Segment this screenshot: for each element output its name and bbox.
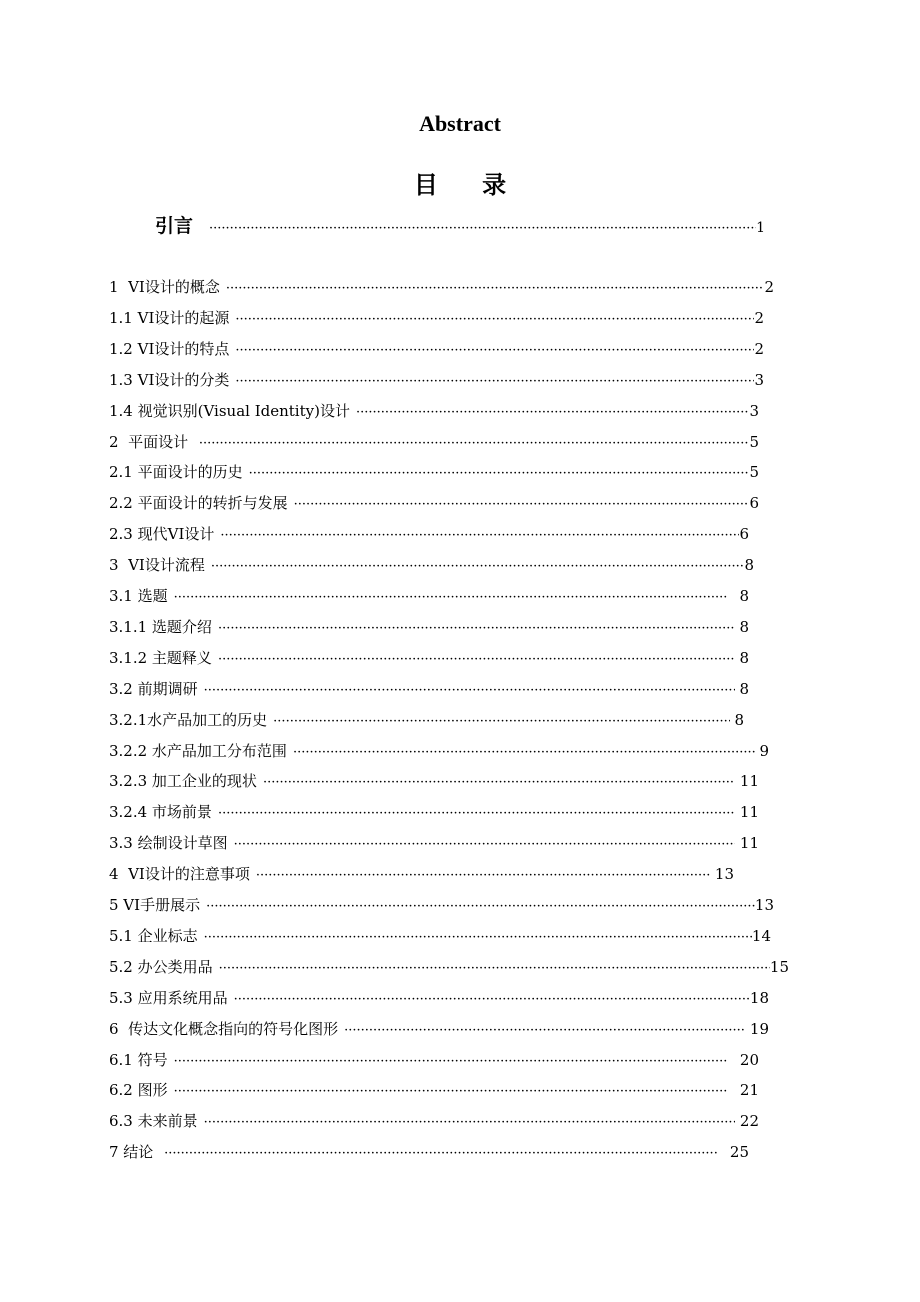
toc-entry-label: 5.2 办公类用品 bbox=[109, 957, 213, 976]
toc-entry-label: 6.1 符号 bbox=[109, 1050, 168, 1069]
toc-entry-label: 3.2.3 加工企业的现状 bbox=[109, 772, 257, 791]
toc-entry-label: 3 VI设计流程 bbox=[109, 556, 205, 575]
toc-entry-page: 19 bbox=[745, 1019, 769, 1038]
leader-dots bbox=[174, 1081, 736, 1103]
abstract-title: Abstract bbox=[419, 111, 501, 136]
toc-entry[interactable] bbox=[109, 616, 749, 638]
toc-entry-label: 3.2.4 市场前景 bbox=[109, 803, 212, 822]
leader-dots bbox=[220, 525, 739, 547]
leader-dots bbox=[356, 402, 750, 424]
toc-entry[interactable] bbox=[109, 585, 749, 607]
toc-entry[interactable] bbox=[109, 461, 759, 483]
toc-entry-label: 3.1 选题 bbox=[109, 587, 168, 605]
toc-entry-page: 11 bbox=[735, 772, 759, 791]
toc-entry-page: 3 bbox=[754, 370, 764, 389]
toc-entry[interactable] bbox=[109, 956, 789, 978]
toc-entry-label: 1.2 VI设计的特点 bbox=[109, 339, 230, 358]
toc-entry-page: 13 bbox=[754, 896, 774, 914]
leader-dots bbox=[204, 680, 735, 702]
toc-entry-label: 1.4 视觉识别(Visual Identity)设计 bbox=[109, 401, 350, 420]
toc-entry-label: 5 VI手册展示 bbox=[109, 896, 201, 914]
leader-dots bbox=[234, 989, 750, 1011]
toc-entry-page: 2 bbox=[754, 308, 764, 327]
toc-entry[interactable] bbox=[109, 647, 749, 669]
toc-entry[interactable] bbox=[109, 1018, 769, 1040]
toc-intro-label: 引言 bbox=[155, 215, 194, 237]
leader-dots bbox=[174, 1051, 736, 1073]
toc-entry-page: 3 bbox=[749, 401, 759, 420]
toc-intro-entry[interactable] bbox=[155, 211, 765, 238]
toc-entry[interactable] bbox=[109, 925, 771, 947]
toc-entry-label: 2.2 平面设计的转折与发展 bbox=[109, 494, 288, 513]
toc-entry-label: 5.1 企业标志 bbox=[109, 926, 198, 945]
toc-entry[interactable] bbox=[109, 369, 764, 391]
leader-dots bbox=[226, 278, 765, 300]
toc-entry-page: 5 bbox=[749, 432, 759, 451]
toc-entry-label: 2.1 平面设计的历史 bbox=[109, 463, 243, 482]
toc-entry[interactable] bbox=[109, 400, 759, 422]
toc-entry[interactable] bbox=[109, 307, 764, 329]
toc-entry[interactable] bbox=[109, 523, 749, 545]
toc-entry[interactable] bbox=[109, 740, 769, 762]
toc-entry[interactable] bbox=[109, 678, 749, 700]
toc-entry-label: 2.3 现代VI设计 bbox=[109, 525, 215, 544]
toc-entry-page: 6 bbox=[739, 525, 749, 544]
toc-entry[interactable] bbox=[109, 987, 769, 1009]
leader-dots bbox=[206, 896, 755, 918]
toc-entry-page: 14 bbox=[751, 926, 771, 945]
leader-dots bbox=[263, 772, 735, 794]
leader-dots bbox=[209, 221, 756, 236]
leader-dots bbox=[218, 618, 735, 640]
leader-dots bbox=[199, 433, 750, 455]
toc-entry-page: 25 bbox=[725, 1143, 749, 1162]
toc-entry-page: 2 bbox=[764, 278, 774, 296]
toc-entry[interactable] bbox=[109, 1141, 749, 1163]
toc-entry-page: 9 bbox=[754, 741, 769, 760]
toc-entry[interactable] bbox=[109, 1049, 759, 1071]
toc-entry-page: 22 bbox=[735, 1112, 759, 1131]
leader-dots bbox=[174, 587, 735, 609]
toc-entry-label: 1.3 VI设计的分类 bbox=[109, 370, 230, 389]
toc-entry-page: 13 bbox=[710, 865, 734, 884]
leader-dots bbox=[235, 309, 754, 331]
toc-entry-label: 3.3 绘制设计草图 bbox=[109, 834, 228, 853]
toc-entry-label: 5.3 应用系统用品 bbox=[109, 988, 228, 1007]
leader-dots bbox=[249, 463, 750, 485]
toc-entry-page: 8 bbox=[734, 648, 749, 667]
toc-entry-label: 2 平面设计 bbox=[109, 432, 193, 451]
toc-entry-page: 11 bbox=[735, 803, 759, 822]
toc-entry[interactable] bbox=[109, 832, 759, 854]
leader-dots bbox=[293, 742, 755, 764]
toc-entry-page: 11 bbox=[735, 834, 759, 853]
toc-entry-page: 8 bbox=[734, 617, 749, 636]
toc-entry-page: 21 bbox=[735, 1081, 759, 1100]
leader-dots bbox=[256, 865, 710, 887]
toc-entry[interactable] bbox=[109, 894, 774, 916]
leader-dots bbox=[235, 340, 754, 362]
toc-entry-label: 7 结论 bbox=[109, 1143, 159, 1162]
toc-entry[interactable] bbox=[109, 431, 759, 453]
toc-entry[interactable] bbox=[109, 770, 759, 792]
toc-intro-page: 1 bbox=[756, 220, 765, 236]
toc-entry[interactable] bbox=[109, 709, 744, 731]
leader-dots bbox=[219, 958, 770, 980]
leader-dots bbox=[204, 1112, 736, 1134]
toc-entry-page: 20 bbox=[735, 1050, 759, 1069]
toc-entry-page: 8 bbox=[734, 679, 749, 698]
toc-entry[interactable] bbox=[109, 338, 764, 360]
toc-entry-label: 3.1.1 选题介绍 bbox=[109, 617, 212, 636]
toc-entry-label: 3.2.1水产品加工的历史 bbox=[109, 710, 268, 729]
toc-entry-label: 3.2.2 水产品加工分布范围 bbox=[109, 741, 287, 760]
toc-entry-page: 6 bbox=[749, 494, 759, 513]
toc-entry-page: 8 bbox=[734, 587, 749, 605]
toc-entry-page: 8 bbox=[744, 556, 754, 575]
leader-dots bbox=[211, 556, 745, 578]
leader-dots bbox=[294, 494, 750, 516]
toc-entry-label: 4 VI设计的注意事项 bbox=[109, 865, 250, 884]
leader-dots bbox=[235, 371, 754, 393]
toc-entry[interactable] bbox=[109, 863, 734, 885]
toc-entry-page: 5 bbox=[749, 463, 759, 482]
toc-entry-page: 18 bbox=[749, 988, 769, 1007]
leader-dots bbox=[204, 927, 752, 949]
toc-entry-label: 6.3 未来前景 bbox=[109, 1112, 198, 1131]
leader-dots bbox=[273, 711, 730, 733]
leader-dots bbox=[218, 649, 735, 671]
toc-title: 目 录 bbox=[413, 170, 525, 199]
leader-dots bbox=[164, 1143, 725, 1165]
toc-entry-label: 3.1.2 主题释义 bbox=[109, 648, 212, 667]
toc-entry-label: 6 传达文化概念指向的符号化图形 bbox=[109, 1019, 339, 1038]
toc-entry-page: 2 bbox=[754, 339, 764, 358]
toc-entry-page: 15 bbox=[769, 957, 789, 976]
leader-dots bbox=[218, 803, 735, 825]
leader-dots bbox=[344, 1020, 745, 1042]
toc-entry-label: 1.1 VI设计的起源 bbox=[109, 308, 230, 327]
toc-entry-label: 6.2 图形 bbox=[109, 1081, 168, 1100]
toc-entry[interactable] bbox=[109, 492, 759, 514]
toc-entry[interactable] bbox=[109, 801, 759, 823]
toc-entry-page: 8 bbox=[729, 710, 744, 729]
toc-entry[interactable] bbox=[109, 276, 774, 298]
toc-entry[interactable] bbox=[109, 1110, 759, 1132]
toc-entry[interactable] bbox=[109, 1079, 759, 1101]
leader-dots bbox=[234, 834, 736, 856]
toc-entry[interactable] bbox=[109, 554, 754, 576]
toc-entry-label: 1 VI设计的概念 bbox=[109, 278, 220, 296]
toc-entry-label: 3.2 前期调研 bbox=[109, 679, 198, 698]
